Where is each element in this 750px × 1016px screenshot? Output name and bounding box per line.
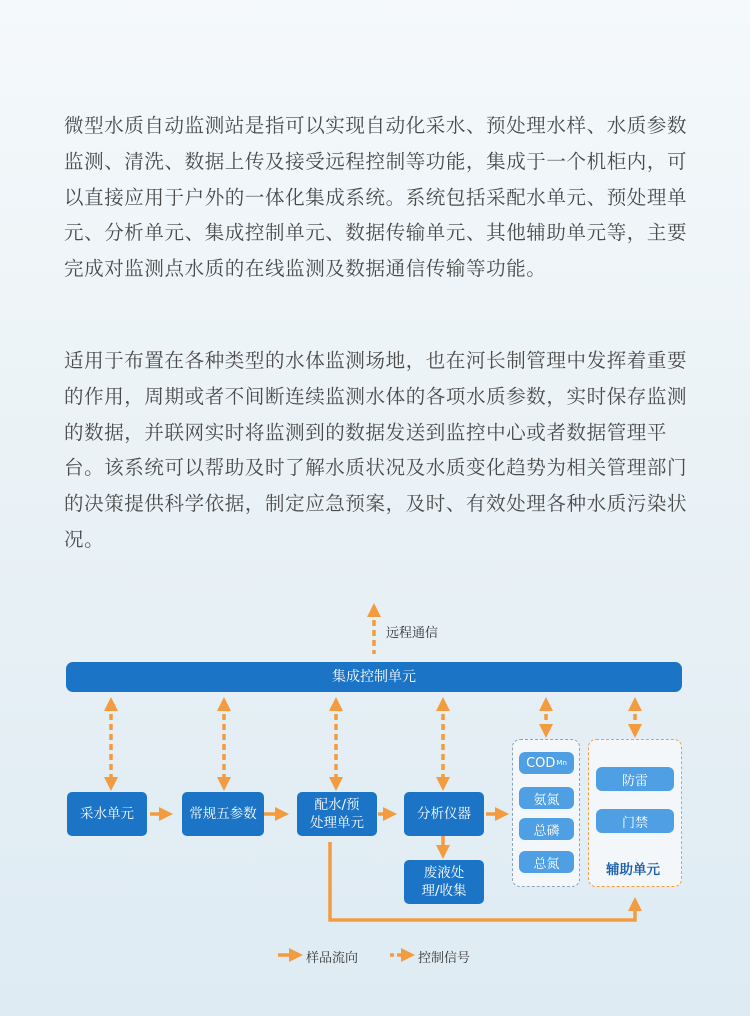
aux-unit-label: 辅助单元 bbox=[606, 862, 660, 878]
waste-unit bbox=[404, 860, 484, 904]
access-control-item: 门禁 bbox=[596, 809, 674, 833]
legend-sample-flow: 样品流向 bbox=[306, 951, 359, 966]
waste-line-2: 理/收集 bbox=[421, 883, 467, 899]
pretreat-line-2: 处理单元 bbox=[310, 815, 364, 831]
intake-unit: 采水单元 bbox=[67, 792, 147, 836]
lightning-protection-item: 防雷 bbox=[596, 767, 674, 791]
pretreat-unit bbox=[297, 792, 377, 836]
pretreat-line-1: 配水/预 bbox=[314, 797, 360, 813]
remote-comm-label: 远程通信 bbox=[386, 626, 439, 641]
five-params-unit: 常规五参数 bbox=[182, 792, 264, 836]
control-unit-bar: 集成控制单元 bbox=[66, 662, 682, 692]
legend-control-signal: 控制信号 bbox=[418, 951, 471, 966]
cod-label: COD bbox=[526, 755, 556, 771]
system-diagram bbox=[0, 590, 750, 970]
usage-paragraph: 适用于布置在各种类型的水体监测场地，也在河长制管理中发挥着重要的作用，周期或者不间断连续监测水体的各项水质参数，实时保存监测的数据，并联网实时将监测到的数据发送到监控中心或者数据管理平台。该系统可以帮助及时了解水质状况及水质变化趋势为相关管理部门的决策提供科学依据，制定应急预案，及时、有效处理各种水质污染状况。 bbox=[64, 349, 688, 551]
cod-subscript: Mn bbox=[556, 759, 567, 767]
waste-line-1: 废液处 bbox=[423, 865, 465, 881]
ammonia-item: 氨氮 bbox=[519, 787, 574, 809]
nitrogen-item: 总氮 bbox=[519, 851, 574, 873]
analyzer-unit: 分析仪器 bbox=[404, 792, 484, 836]
intro-paragraph: 微型水质自动监测站是指可以实现自动化采水、预处理水样、水质参数监测、清洗、数据上传及接受远程控制等功能，集成于一个机柜内，可以直接应用于户外的一体化集成系统。系统包括采配水单元、预处理单元、分析单元、集成控制单元、数据传输单元、其他辅助单元等，主要完成对监测点水质的在线监测及数据通信传输等功能。 bbox=[64, 114, 688, 281]
phosphorus-item: 总磷 bbox=[519, 818, 574, 840]
cod-item bbox=[519, 752, 574, 774]
